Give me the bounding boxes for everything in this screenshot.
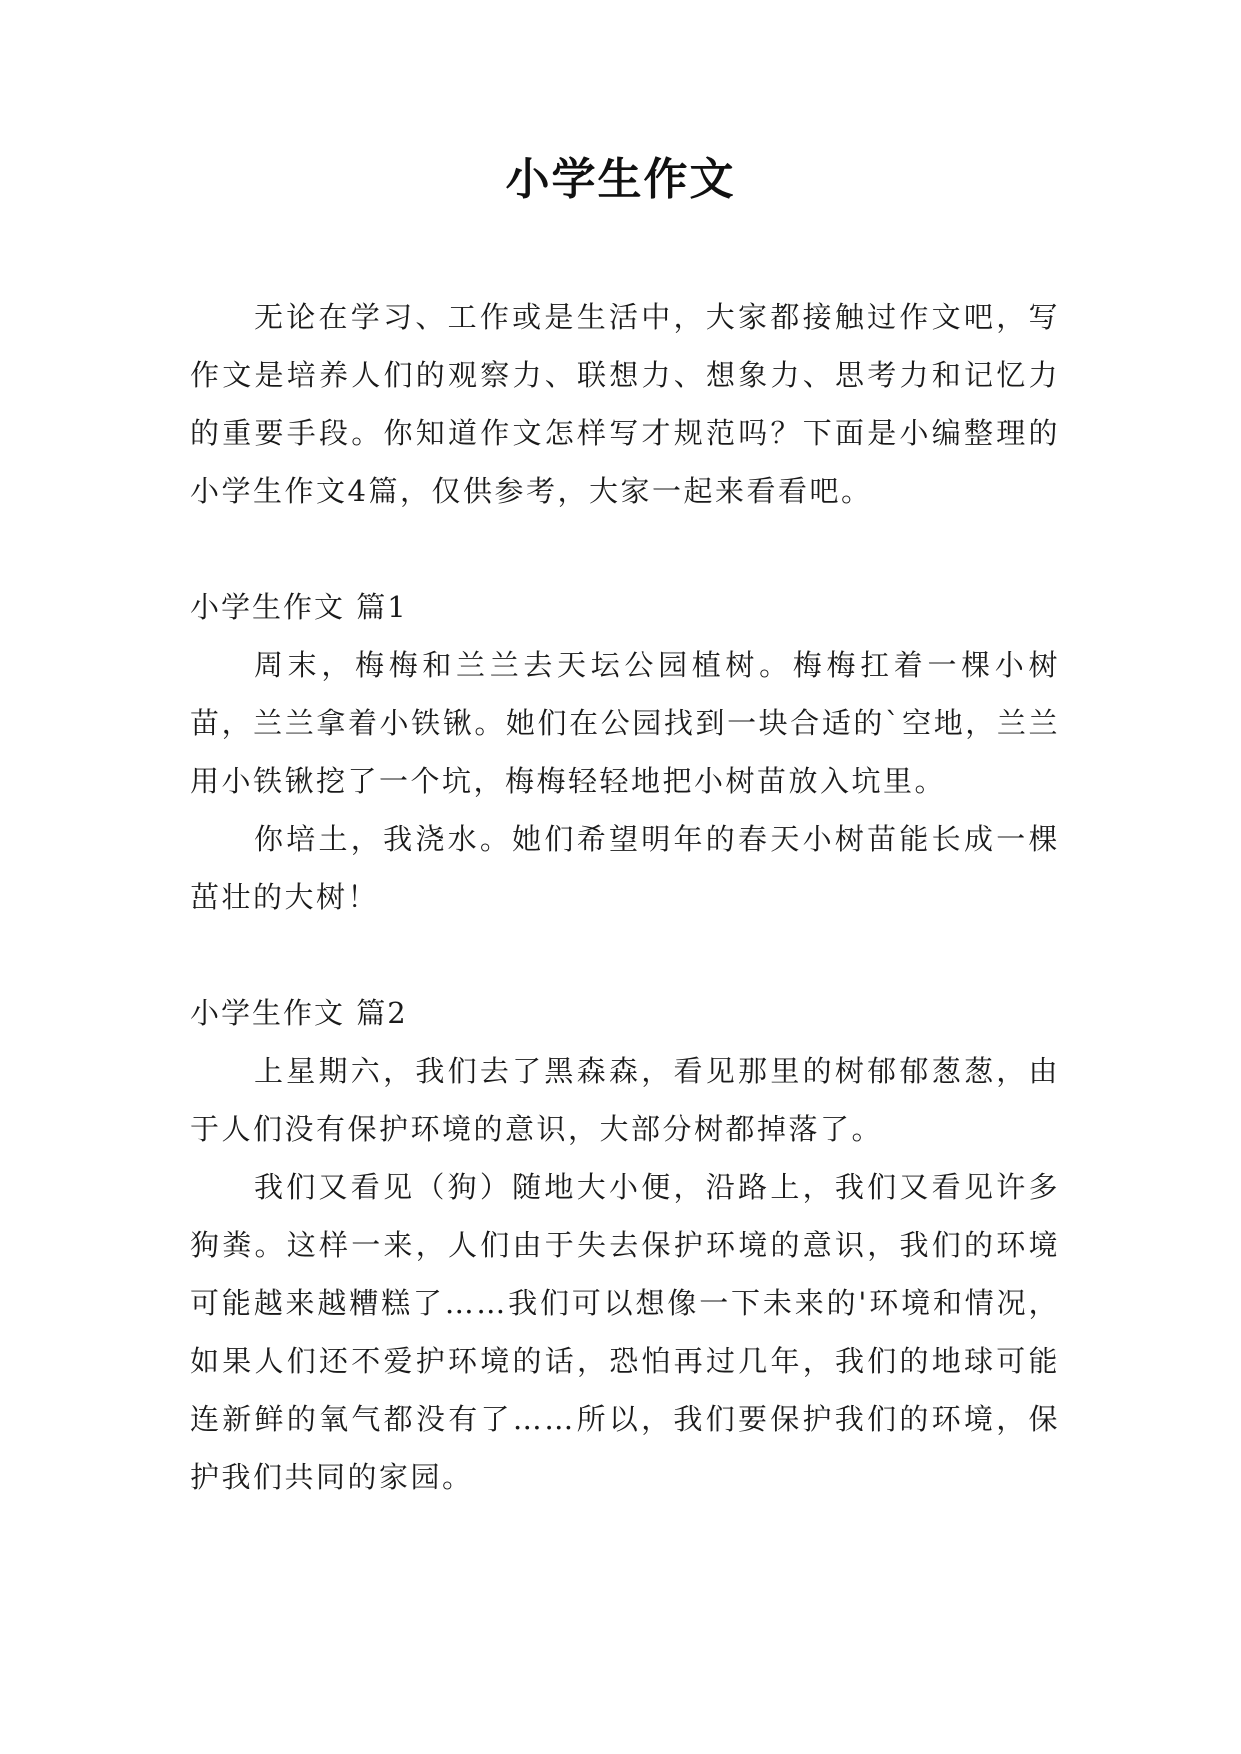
section-1 bbox=[190, 578, 1060, 926]
spacer bbox=[190, 520, 1060, 578]
section-2 bbox=[190, 984, 1060, 1506]
spacer bbox=[190, 926, 1060, 984]
body-paragraph: 我们又看见（狗）随地大小便，沿路上，我们又看见许多狗粪。这样一来，人们由于失去保护环境的意识，我们的环境可能越来越糟糕了……我们可以想像一下未来的'环境和情况，如果人们还不爱护环境的话，恐怕再过几年，我们的地球可能连新鲜的氧气都没有了……所以，我们要保护我们的环境，保护我们共同的家园。 bbox=[190, 1170, 1060, 1494]
document-body bbox=[190, 288, 1060, 1506]
body-paragraph: 周末，梅梅和兰兰去天坛公园植树。梅梅扛着一棵小树苗，兰兰拿着小铁锹。她们在公园找到一块合适的`空地，兰兰用小铁锹挖了一个坑，梅梅轻轻地把小树苗放入坑里。 bbox=[190, 648, 1060, 798]
body-paragraph: 上星期六，我们去了黑森森，看见那里的树郁郁葱葱，由于人们没有保护环境的意识，大部分树都掉落了。 bbox=[190, 1054, 1060, 1146]
document-title: 小学生作文 bbox=[505, 154, 736, 205]
body-paragraph: 你培土，我浇水。她们希望明年的春天小树苗能长成一棵茁壮的大树！ bbox=[190, 822, 1060, 914]
section-heading: 小学生作文 篇2 bbox=[190, 996, 408, 1030]
intro-paragraph: 无论在学习、工作或是生活中，大家都接触过作文吧，写作文是培养人们的观察力、联想力、想象力、思考力和记忆力的重要手段。你知道作文怎样写才规范吗？下面是小编整理的小学生作文4篇，仅供参考，大家一起来看看吧。 bbox=[190, 300, 1060, 508]
section-heading: 小学生作文 篇1 bbox=[190, 590, 408, 624]
